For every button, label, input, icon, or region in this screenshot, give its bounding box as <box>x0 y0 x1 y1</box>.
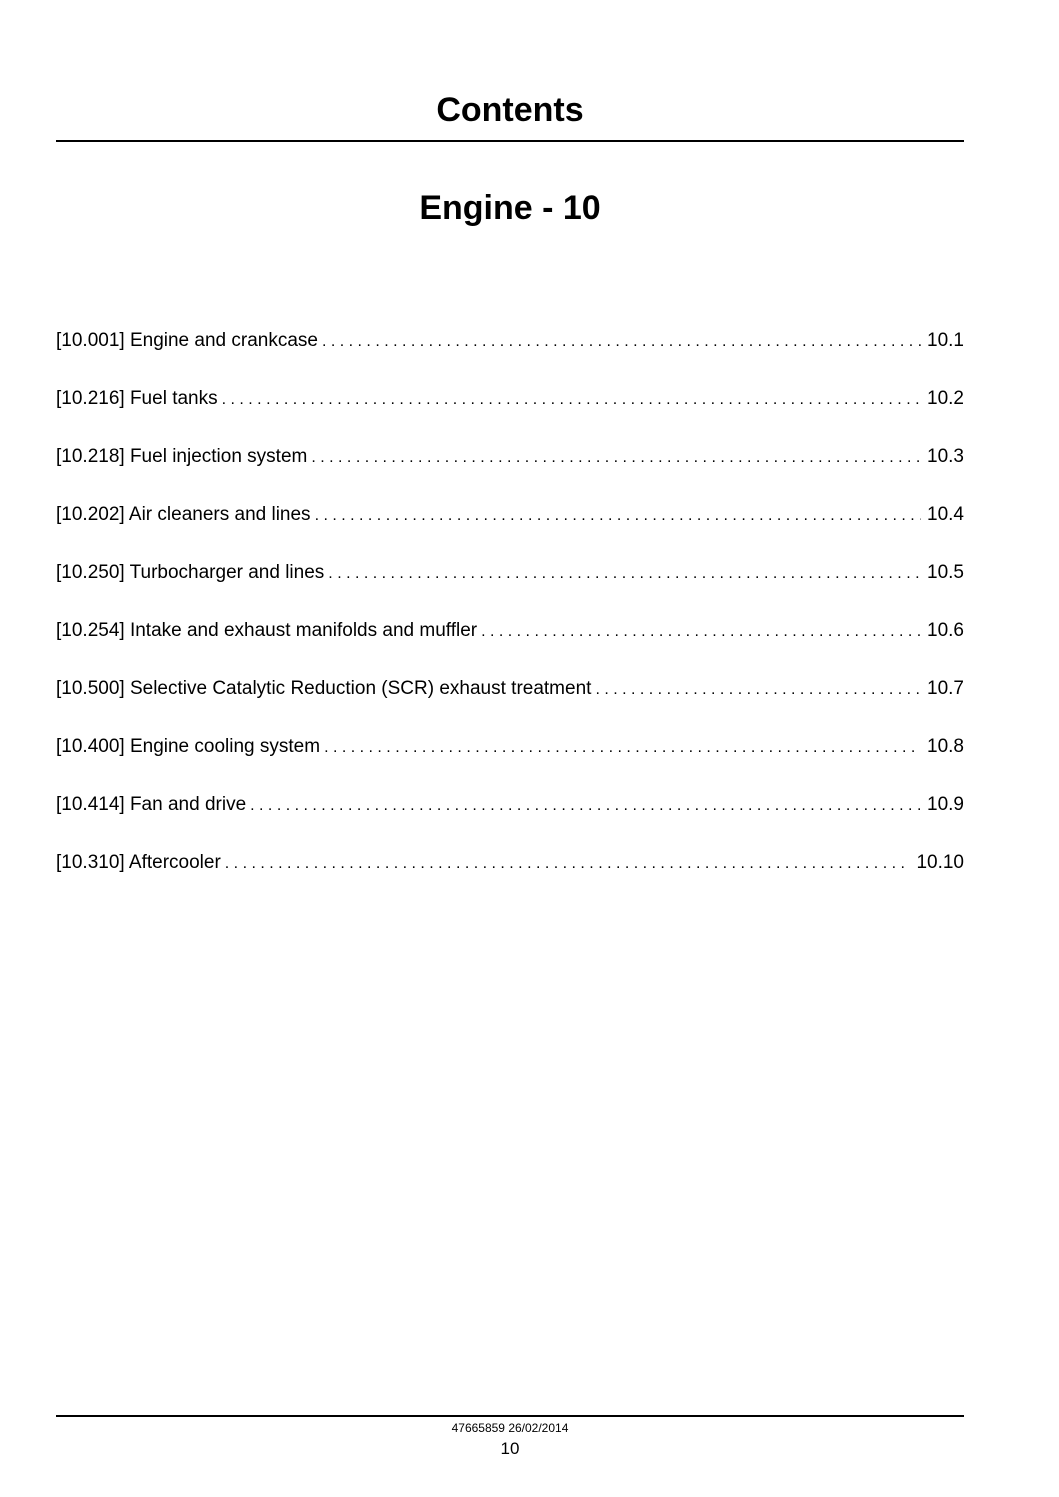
toc-dot-leader <box>481 619 921 645</box>
toc-entry-page: 10.2 <box>927 388 964 409</box>
toc-entry-page: 10.7 <box>927 678 964 699</box>
footer-page-number: 10 <box>500 1439 520 1458</box>
toc-entry-10-400[interactable] <box>56 734 964 792</box>
toc-entry-page: 10.6 <box>927 620 964 641</box>
toc-entry-label: [10.310] Aftercooler <box>56 852 221 873</box>
toc-entry-10-001[interactable] <box>56 328 964 386</box>
toc-entry-page: 10.8 <box>927 736 964 757</box>
page-title: Contents <box>436 91 584 129</box>
toc-entry-label: [10.202] Air cleaners and lines <box>56 504 311 525</box>
table-of-contents <box>56 328 964 908</box>
toc-entry-page: 10.9 <box>927 794 964 815</box>
toc-dot-leader <box>595 677 921 703</box>
toc-entry-10-254[interactable] <box>56 618 964 676</box>
toc-entry-10-218[interactable] <box>56 444 964 502</box>
toc-entry-page: 10.4 <box>927 504 964 525</box>
toc-entry-label: [10.414] Fan and drive <box>56 794 247 815</box>
toc-entry-label: [10.001] Engine and crankcase <box>56 330 318 351</box>
toc-entry-10-500[interactable] <box>56 676 964 734</box>
section-title: Engine - 10 <box>419 189 601 227</box>
toc-entry-page: 10.10 <box>916 852 964 873</box>
toc-entry-label: [10.400] Engine cooling system <box>56 736 321 757</box>
toc-entry-10-250[interactable] <box>56 560 964 618</box>
toc-entry-10-216[interactable] <box>56 386 964 444</box>
toc-entry-label: [10.500] Selective Catalytic Reduction (SCR) exhaust treatment <box>56 678 592 699</box>
toc-entry-10-202[interactable] <box>56 502 964 560</box>
toc-dot-leader <box>222 387 921 413</box>
toc-entry-label: [10.254] Intake and exhaust manifolds and muffler <box>56 620 478 641</box>
toc-dot-leader <box>225 851 911 877</box>
toc-entry-label: [10.216] Fuel tanks <box>56 388 218 409</box>
toc-dot-leader <box>324 735 921 761</box>
toc-entry-page: 10.3 <box>927 446 964 467</box>
toc-entry-label: [10.250] Turbocharger and lines <box>56 562 325 583</box>
title-divider <box>56 140 964 142</box>
toc-entry-page: 10.1 <box>927 330 964 351</box>
toc-dot-leader <box>250 793 921 819</box>
toc-dot-leader <box>328 561 921 587</box>
toc-dot-leader <box>311 445 921 471</box>
toc-dot-leader <box>315 503 921 529</box>
toc-entry-page: 10.5 <box>927 562 964 583</box>
toc-entry-10-310[interactable] <box>56 850 964 908</box>
footer-divider <box>56 1415 964 1417</box>
footer-document-ref: 47665859 26/02/2014 <box>451 1421 569 1435</box>
toc-dot-leader <box>322 329 921 355</box>
toc-entry-label: [10.218] Fuel injection system <box>56 446 308 467</box>
toc-entry-10-414[interactable] <box>56 792 964 850</box>
